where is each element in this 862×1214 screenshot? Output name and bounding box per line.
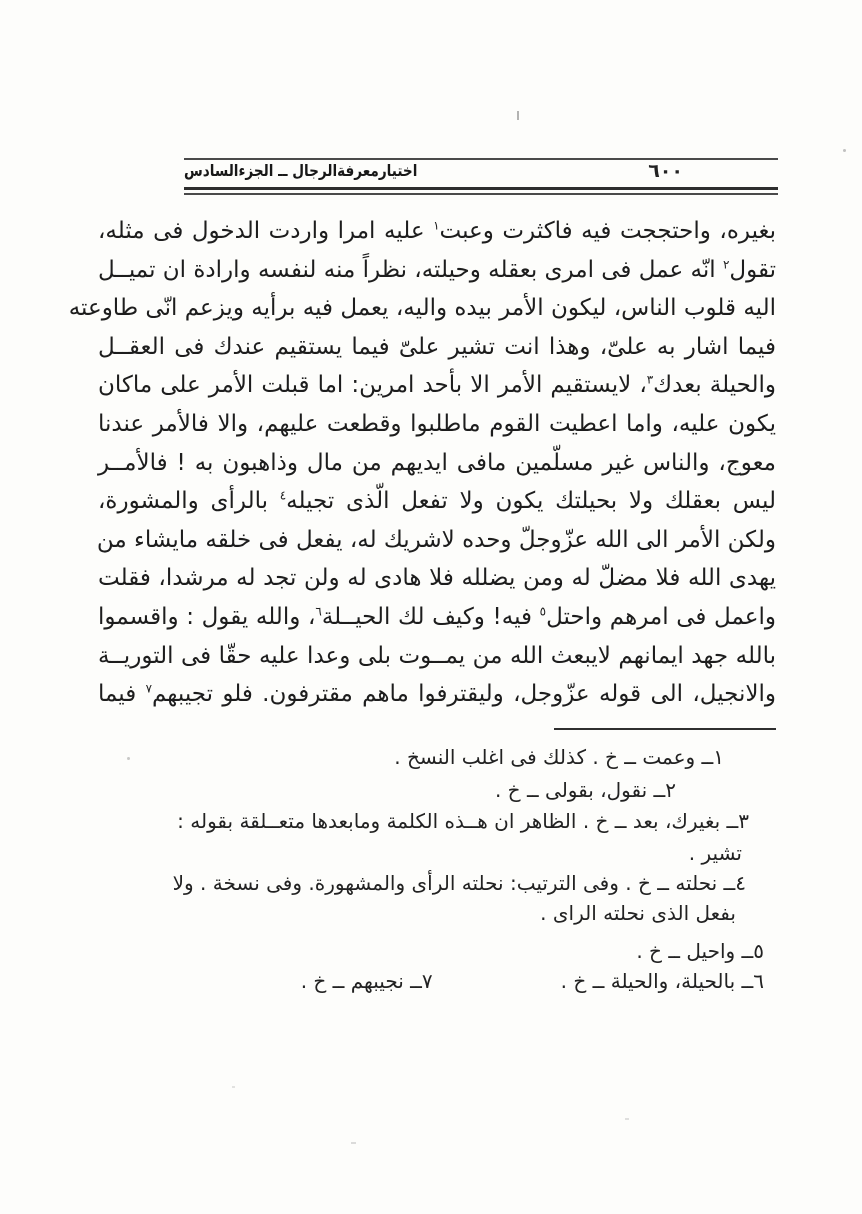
footnote-2: ٢ــ نقول، بقولى ــ خ .: [494, 778, 676, 802]
text-line: يكون عليه، واما اعطيت القوم ماطلبوا وقطعت عليهم، والا فالأمر عندنا: [98, 410, 776, 437]
text-line: بالله جهد ايمانهم لايبعث الله من يمــوت بلى وعدا عليه حقّا فى التوريــة: [98, 642, 776, 669]
header-top-rule: [184, 158, 778, 160]
footnote-3-line1: ٣ــ بغيرك، بعد ــ خ . الظاهر ان هــذه الكلمة ومابعدها متعــلقة بقوله :: [177, 809, 749, 833]
footnote-4-line2: بفعل الذى نحلته الراى .: [540, 901, 736, 925]
main-text-block: [68, 212, 777, 714]
footnotes-block: [86, 726, 776, 1026]
scan-speck: [232, 1086, 235, 1088]
text-line: تقول$^٢$ انّه عمل فى امرى بعقله وحيلته، نظراً منه لنفسه وارادة ان تميــل: [97, 256, 776, 283]
text-line: فيما اشار به علىّ، وهذا انت تشير علىّ فيما يستقيم عندك فى العقــل: [98, 333, 776, 360]
footnote-5: ٥ــ واحيل ــ خ .: [636, 939, 764, 963]
text-line: معوج، والناس غير مسلّمين مافى ايديهم من مال وذاهبون به ! فالأمــر: [98, 449, 776, 476]
page-number: ٦٠٠: [648, 160, 683, 182]
text-line: اليه قلوب الناس، ليكون الأمر بيده واليه، يعمل فيه برأيه ويزعم انّى طاوعته: [68, 295, 776, 322]
scan-speck: [351, 1142, 356, 1144]
header-double-rule-lower: [184, 193, 778, 195]
scan-speck: [843, 149, 846, 152]
text-line: ولكن الأمر الى الله عزّوجلّ وحده لاشريك له، يفعل فى خلقه مايشاء من: [96, 526, 776, 553]
footnote-4-line1: ٤ــ نحلته ــ خ . وفى الترتيب: نحلته الرأى والمشهورة. وفى نسخة . ولا: [172, 871, 746, 895]
text-line: ليس بعقلك ولا بحيلتك يكون ولا تفعل الّذى تجيله$^٤$ بالرأى والمشورة،: [98, 488, 777, 515]
text-line: والحيلة بعدك$^٣$، لايستقيم الأمر الا بأحد امرين: اما قبلت الأمر على ماكان: [98, 372, 776, 399]
text-line: واعمل فى امرهم واحتل$^٥$ فيه! وكيف لك الحيــلة$^٦$، والله يقول : واقسموا: [98, 603, 776, 630]
footnote-1: ١ــ وعمت ــ خ . كذلك فى اغلب النسخ .: [394, 745, 724, 769]
footnote-6-7-row: [86, 966, 776, 996]
text-line: والانجيل، الى قوله عزّوجل، وليقترفوا ماهم مقترفون. فلو تجيبهم$^٧$ فيما: [98, 681, 776, 708]
scan-speck: [127, 757, 130, 760]
footnote-3-line2: تشير .: [688, 841, 742, 865]
text-line: بغيره، واحتججت فيه فاكثرت وعبت$^١$ عليه امرا واردت الدخول فى مثله،: [98, 218, 777, 244]
scan-speck: [625, 1118, 629, 1120]
footnote-7: ٧ــ نجيبهم ــ خ .: [300, 969, 433, 993]
header-double-rule-upper: [184, 187, 778, 190]
footnote-6: ٦ــ بالحيلة، والحيلة ــ خ .: [560, 969, 764, 993]
page-header: [184, 0, 778, 210]
scan-speck: [517, 111, 519, 120]
footnote-separator-rule: [554, 728, 776, 730]
text-line: يهدى الله فلا مضلّ له ومن يضلله فلا هادى له ولن تجد له مرشدا، فقلت: [98, 565, 776, 592]
book-title: اختيارمعرفةالرجال ــ الجزءالسادس: [184, 161, 418, 180]
